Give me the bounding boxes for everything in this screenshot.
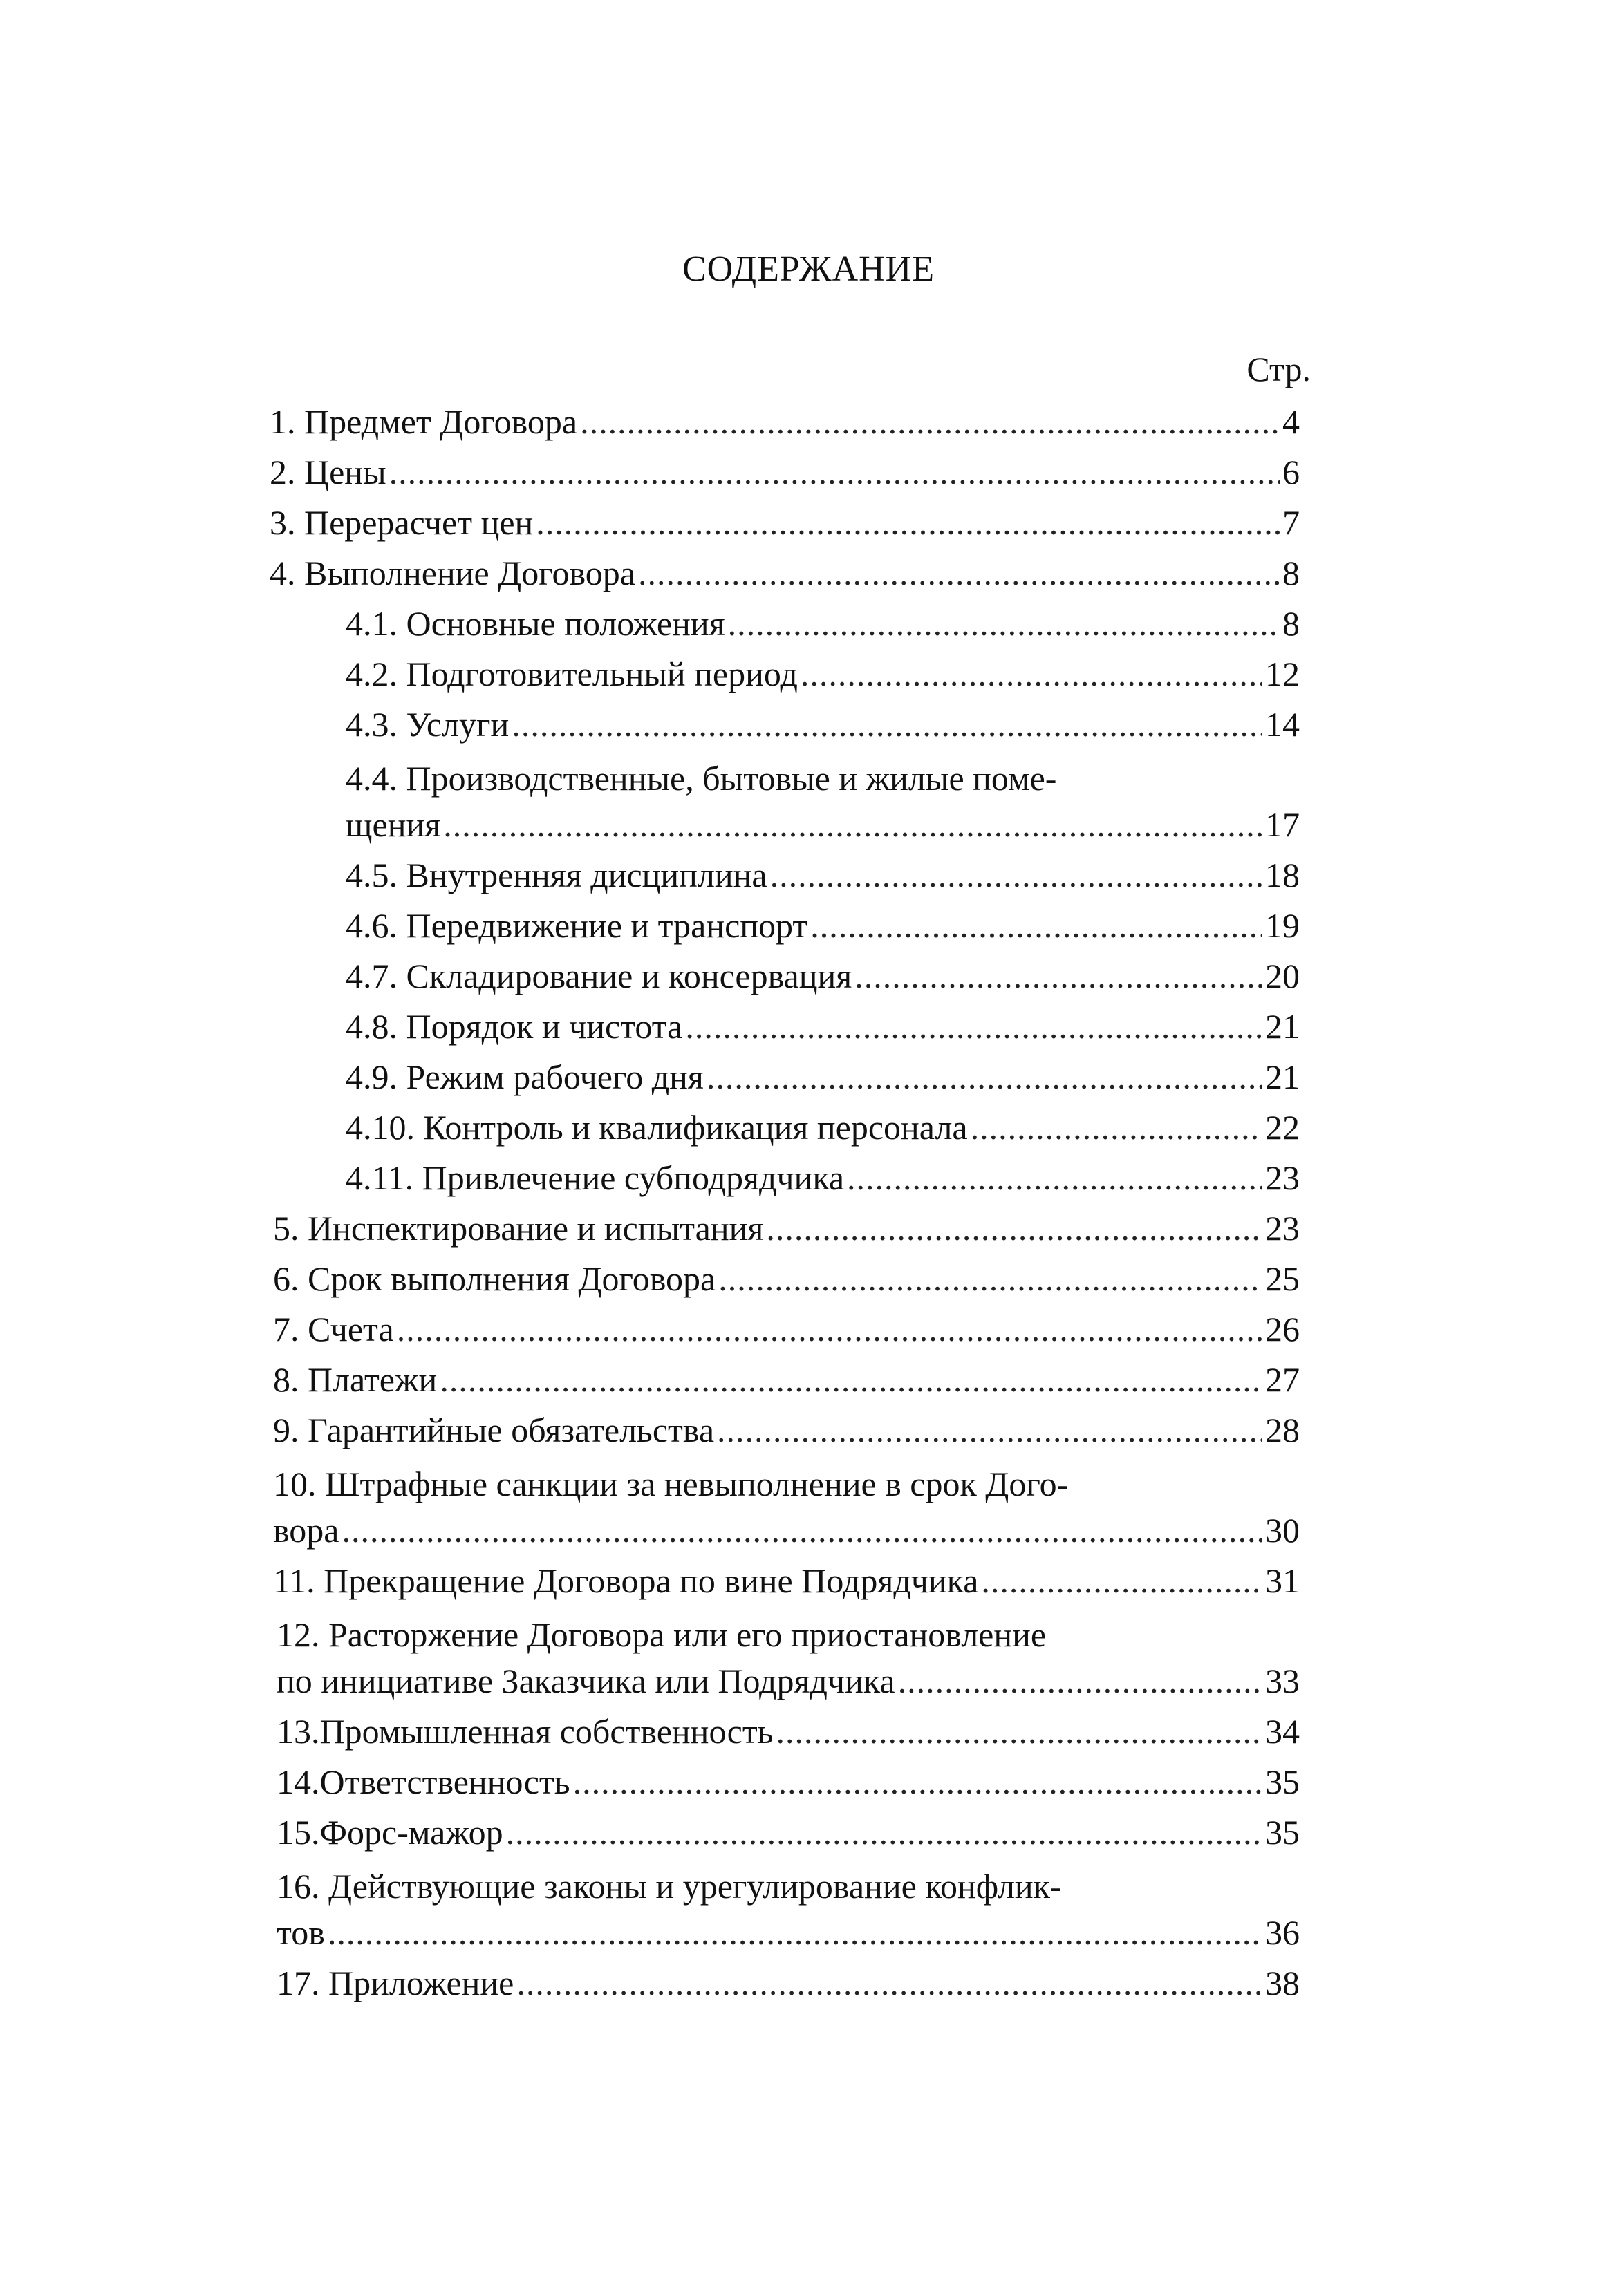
toc-entry-title-line1: 10. Штрафные санкции за невыполнение в срок Дого- [273, 1465, 1069, 1503]
dot-leader [506, 1815, 1262, 1850]
toc-entry-page: 26 [1265, 1310, 1300, 1348]
dot-leader [766, 1211, 1262, 1245]
dot-leader [898, 1664, 1262, 1698]
dot-leader [770, 858, 1262, 892]
toc-entry-page: 33 [1265, 1662, 1300, 1700]
toc-entry [277, 1714, 1300, 1749]
toc-entry-title: 11. Прекращение Договора по вине Подрядчика [273, 1561, 979, 1600]
dot-leader [717, 1413, 1262, 1447]
dot-leader [728, 606, 1280, 641]
toc-entry-page: 23 [1265, 1158, 1300, 1197]
dot-leader [516, 1966, 1262, 2000]
toc-entry-page: 35 [1265, 1813, 1300, 1852]
toc-entry-page: 17 [1265, 805, 1300, 844]
toc-entry-page: 23 [1265, 1209, 1300, 1248]
toc-entry [277, 1966, 1300, 2000]
toc-entry-page: 27 [1265, 1360, 1300, 1399]
toc-entry-title: 4.2. Подготовительный период [346, 655, 798, 693]
toc-entry-page: 22 [1265, 1108, 1300, 1147]
toc-entry-title: по инициативе Заказчика или Подрядчика [277, 1662, 895, 1700]
toc-entry [273, 1312, 1300, 1346]
toc-entry [273, 1362, 1300, 1397]
toc-entry-title-line1: 4.4. Производственные, бытовые и жилые поме- [346, 759, 1057, 798]
toc-entry-title: 9. Гарантийные обязательства [273, 1411, 715, 1449]
toc-entry-title: 5. Инспектирование и испытания [273, 1209, 764, 1248]
toc-entry-page: 18 [1265, 856, 1300, 894]
toc-entry-page: 36 [1265, 1913, 1300, 1952]
toc-entry-title: 13.Промышленная собственность [277, 1712, 774, 1751]
toc-entry-title: 15.Форс-мажор [277, 1813, 503, 1852]
dot-leader [512, 707, 1262, 742]
toc-entry-page: 34 [1265, 1712, 1300, 1751]
toc-entry [277, 1815, 1300, 1850]
toc-entry-page: 8 [1282, 604, 1300, 643]
toc-entry-page: 31 [1265, 1561, 1300, 1600]
toc-entry-page: 19 [1265, 906, 1300, 945]
toc-subentry [346, 858, 1300, 892]
toc-entry-title: 17. Приложение [277, 1964, 514, 2002]
toc-entry-page: 6 [1282, 453, 1300, 491]
dot-leader [580, 404, 1280, 439]
toc-entry-title: 6. Срок выполнения Договора [273, 1259, 716, 1298]
toc-entry-title: 3. Перерасчет цен [270, 503, 534, 542]
dot-leader [854, 959, 1262, 993]
toc-entry-title: 4.7. Складирование и консервация [346, 957, 852, 995]
toc-subentry [346, 1160, 1300, 1195]
dot-leader [536, 505, 1280, 540]
toc-entry-page: 38 [1265, 1964, 1300, 2002]
dot-leader [440, 1362, 1262, 1397]
toc-entry-title: 4.10. Контроль и квалификация персонала [346, 1108, 968, 1147]
dot-leader [638, 556, 1280, 590]
toc-entry-title: 14.Ответственность [277, 1762, 570, 1801]
dot-leader [707, 1060, 1262, 1094]
toc-entry [273, 1261, 1300, 1296]
toc-entry-title: 4.3. Услуги [346, 705, 510, 744]
toc-subentry [346, 657, 1300, 691]
toc-entry-title: щения [346, 805, 441, 844]
toc-entry-title: 4.6. Передвижение и транспорт [346, 906, 808, 945]
toc-entry-page: 21 [1265, 1007, 1300, 1046]
toc-entry-title: вора [273, 1511, 339, 1550]
toc-entry-title: 4.9. Режим рабочего дня [346, 1057, 704, 1096]
toc-entry [277, 1915, 1300, 1950]
toc-entry [270, 404, 1300, 439]
toc-entry-page: 14 [1265, 705, 1300, 744]
toc-entry [273, 1511, 1300, 1550]
page-column-label: Стр. [1246, 350, 1311, 388]
toc-entry-title: тов [277, 1913, 325, 1952]
toc-entry-page: 12 [1265, 655, 1300, 693]
toc-entry-page: 21 [1265, 1057, 1300, 1096]
toc-entry [270, 556, 1300, 590]
dot-leader [342, 1513, 1262, 1547]
dot-leader [776, 1714, 1262, 1749]
dot-leader [718, 1261, 1262, 1296]
toc-entry-page: 20 [1265, 957, 1300, 995]
toc-entry [273, 1209, 1300, 1248]
toc-subentry [346, 807, 1300, 842]
toc-entry-title-line1: 16. Действующие законы и урегулирование конфлик- [277, 1867, 1062, 1906]
toc-entry [270, 455, 1300, 489]
toc-subentry [346, 1057, 1300, 1096]
dot-leader [389, 455, 1280, 489]
toc-entry-title: 7. Счета [273, 1310, 394, 1348]
page-title: СОДЕРЖАНИЕ [682, 250, 935, 289]
dot-leader [328, 1915, 1262, 1950]
toc-entry-title: 2. Цены [270, 453, 386, 491]
dot-leader [573, 1765, 1262, 1799]
toc-subentry [346, 1009, 1300, 1044]
dot-leader [847, 1160, 1262, 1195]
toc-entry-title: 8. Платежи [273, 1360, 438, 1399]
toc-entry [277, 1664, 1300, 1698]
toc-entry [273, 1563, 1300, 1598]
toc-entry [277, 1762, 1300, 1801]
dot-leader [810, 908, 1262, 943]
toc-entry-page: 28 [1265, 1411, 1300, 1449]
toc-entry-page: 30 [1265, 1511, 1300, 1550]
toc-subentry [346, 606, 1300, 641]
toc-entry-title: 4. Выполнение Договора [270, 554, 635, 592]
toc-entry-page: 7 [1282, 503, 1300, 542]
toc-subentry [346, 1110, 1300, 1145]
toc-entry-title: 4.5. Внутренняя дисциплина [346, 856, 767, 894]
dot-leader [801, 657, 1262, 691]
dot-leader [685, 1009, 1262, 1044]
toc-entry-title: 1. Предмет Договора [270, 402, 578, 441]
dot-leader [443, 807, 1262, 842]
toc-entry-title: 4.11. Привлечение субподрядчика [346, 1158, 845, 1197]
toc-entry [273, 1413, 1300, 1447]
toc-entry-page: 8 [1282, 554, 1300, 592]
dot-leader [397, 1312, 1262, 1346]
toc-entry-page: 25 [1265, 1259, 1300, 1298]
toc-entry-page: 4 [1282, 402, 1300, 441]
toc-subentry [346, 707, 1300, 742]
toc-entry-title: 4.8. Порядок и чистота [346, 1007, 683, 1046]
dot-leader [981, 1563, 1262, 1598]
dot-leader [971, 1110, 1262, 1145]
toc-entry-title-line1: 12. Расторжение Договора или его приостановление [277, 1615, 1047, 1654]
toc-entry [270, 505, 1300, 540]
toc-entry-page: 35 [1265, 1762, 1300, 1801]
toc-subentry [346, 908, 1300, 943]
toc-subentry [346, 959, 1300, 993]
toc-entry-title: 4.1. Основные положения [346, 604, 725, 643]
